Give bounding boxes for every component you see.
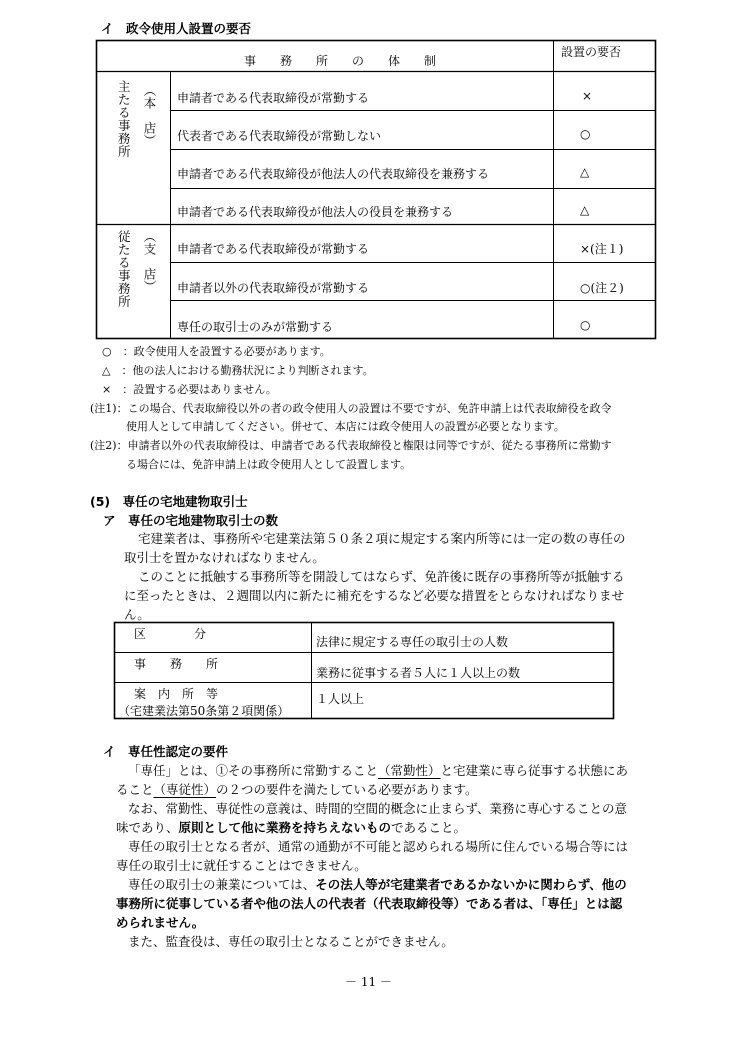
table-header-category: 区 分 bbox=[134, 627, 207, 641]
paragraph-line: 事務所に従事している者や他の法人の代表者（代表取締役等）である者は、「専任」とは認 bbox=[116, 896, 623, 911]
note-line: 使用人として申請してください。併せて、本店には政令使用人の設置が必要となります。 bbox=[126, 420, 565, 433]
paragraph-line: 専任の取引士の兼業については、その法人等が宅建業者であるかないかに関わらず、他の bbox=[128, 877, 627, 892]
note-line: (注2)：申請者以外の代表取締役は、申請者である代表取締役と権限は同等ですが、従たる事務所に常勤す bbox=[90, 439, 612, 452]
table-row-text: 申請者である代表取締役が常勤する bbox=[177, 91, 370, 105]
page-number: － 11 － bbox=[345, 975, 392, 989]
note-line: △ ：他の法人における勤務状況により判断されます。 bbox=[102, 364, 374, 377]
main-office-sub-label: （本 店） bbox=[142, 84, 157, 147]
note-line: (注1)：この場合、代表取締役以外の者の政令使用人の設置は不要ですが、免許申請上は代表取締役を政令 bbox=[90, 402, 612, 415]
section-heading-seirei: イ 政令使用人設置の要否 bbox=[101, 21, 252, 36]
table-header-necessity: 設置の要否 bbox=[561, 45, 622, 59]
table-header-required-count: 法律に規定する専任の取引士の人数 bbox=[316, 635, 509, 649]
table-row-value: × bbox=[582, 89, 593, 103]
subsection-heading-requirements: イ 専任性認定の要件 bbox=[103, 744, 229, 759]
paragraph-line: なお、常勤性、専従性の意義は、時間的空間的概念に止まらず、業務に専心することの意 bbox=[128, 801, 628, 816]
table-row-value: △ bbox=[580, 165, 590, 179]
branch-office-label: 従 た る 事 務 所 bbox=[118, 229, 131, 309]
table-cell: 案 内 所 等 bbox=[134, 687, 219, 701]
paragraph-line: 取引士を置かなければなりません。 bbox=[124, 550, 325, 565]
table-cell: 事 務 所 bbox=[134, 657, 219, 671]
table-row-value: ×(注１) bbox=[580, 242, 624, 256]
note-line: × ：設置する必要はありません。 bbox=[102, 383, 277, 396]
paragraph-line: ること（専従性）の２つの要件を満たしている必要があります。 bbox=[116, 782, 478, 797]
table-cell: 業務に従事する者５人に１人以上の数 bbox=[316, 666, 521, 680]
table-row-value: ○ bbox=[580, 318, 591, 332]
paragraph-line: められません。 bbox=[116, 915, 205, 930]
table-row-text: 申請者である代表取締役が他法人の代表取締役を兼務する bbox=[177, 167, 490, 181]
table-row-text: 専任の取引士のみが常勤する bbox=[177, 320, 334, 334]
paragraph-line: に至ったときは、２週間以内に新たに補充をするなど必要な措置をとらなければなりませ bbox=[124, 588, 625, 603]
subsection-heading-count: ア 専任の宅地建物取引士の数 bbox=[103, 513, 279, 528]
paragraph-line: このことに抵触する事務所等を開設してはならず、免許後に既存の事務所等が抵触する bbox=[138, 569, 625, 584]
paragraph-line: 専任の取引士に就任することはできません。 bbox=[116, 858, 367, 873]
main-office-label: 主 た る 事 務 所 bbox=[118, 79, 131, 159]
table-cell: １人以上 bbox=[316, 692, 365, 706]
table-header-system: 事 務 所 の 体 制 bbox=[244, 54, 437, 68]
paragraph-line: また、監査役は、専任の取引士となることができません。 bbox=[128, 934, 454, 949]
paragraph-line: 「専任」とは、①その事務所に常勤すること（常勤性）と宅建業に専ら従事する状態にあ bbox=[128, 763, 629, 778]
paragraph-line: 宅建業者は、事務所や宅建業法第５０条２項に規定する案内所等には一定の数の専任の bbox=[138, 531, 626, 546]
table-row-value: ○(注２) bbox=[580, 281, 624, 295]
table-cell-note: （宅建業法第50条第２項関係） bbox=[118, 704, 290, 718]
paragraph-line: ん。 bbox=[124, 607, 150, 622]
table-row-text: 申請者である代表取締役が常勤する bbox=[177, 242, 370, 256]
note-line: る場合には、免許申請上は政令使用人として設置します。 bbox=[126, 458, 412, 471]
paragraph-line: 専任の取引士となる者が、通常の通勤が不可能と認められる場所に住んでいる場合等には bbox=[128, 839, 629, 854]
table-row-value: ○ bbox=[580, 127, 591, 141]
paragraph-line: 味であり、原則として他に業務を持ちえないものであること。 bbox=[116, 820, 467, 835]
table-row-text: 申請者である代表取締役が他法人の役員を兼務する bbox=[177, 205, 454, 219]
branch-office-sub-label: （支 店） bbox=[142, 230, 157, 293]
table-row-text: 代表者である代表取締役が常勤しない bbox=[177, 129, 382, 143]
section-heading-dedicated-agent: (5) 専任の宅地建物取引士 bbox=[90, 494, 248, 509]
table-row-value: △ bbox=[580, 203, 590, 217]
table-row-text: 申請者以外の代表取締役が常勤する bbox=[177, 281, 370, 295]
note-line: ○ ：政令使用人を設置する必要があります。 bbox=[102, 345, 331, 358]
